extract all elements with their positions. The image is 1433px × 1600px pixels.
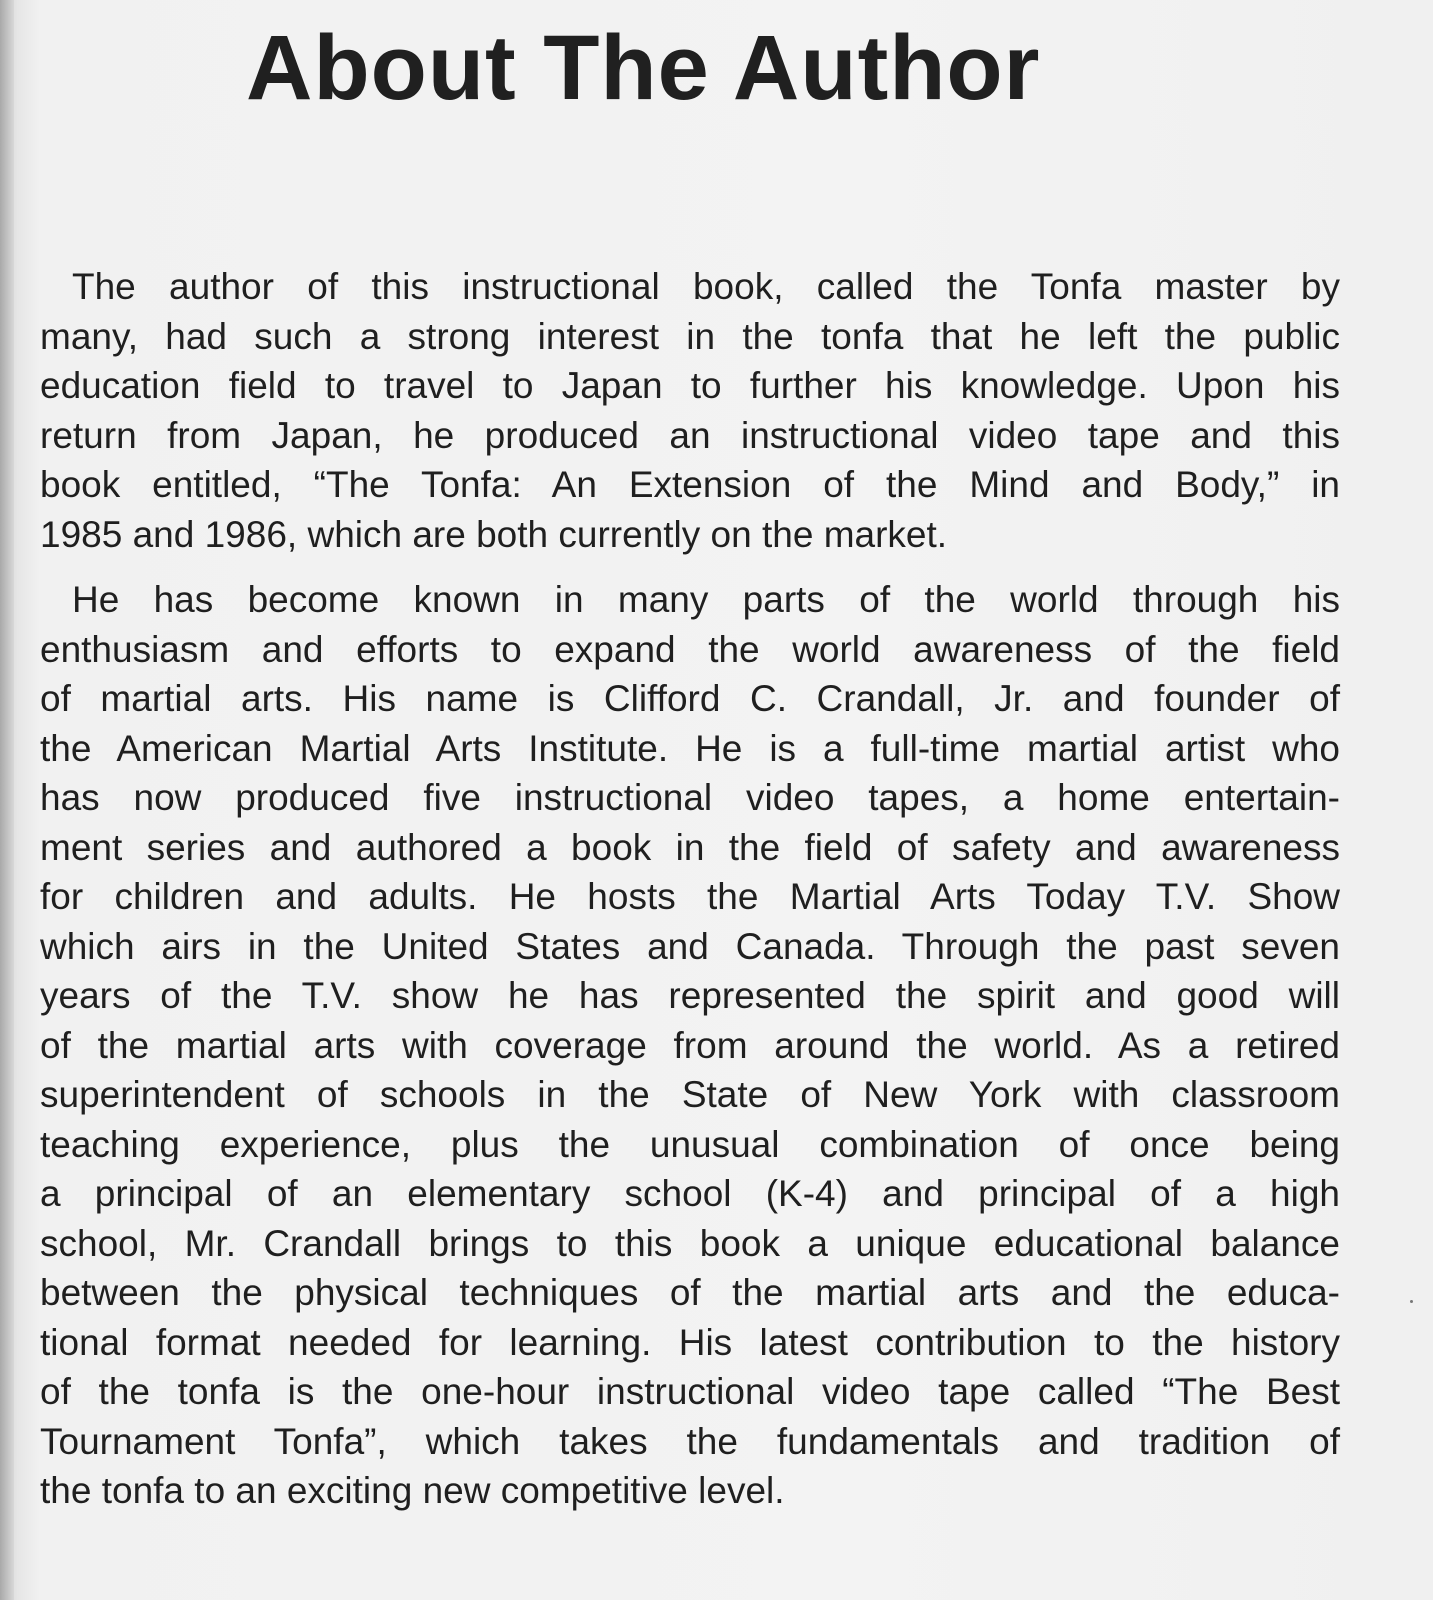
paragraph-line: of martial arts. His name is Clifford C. Crandall, Jr. and founder of bbox=[40, 678, 1340, 719]
paragraph-1 bbox=[40, 262, 1340, 559]
paragraph-line: education field to travel to Japan to further his knowledge. Upon his bbox=[40, 365, 1340, 406]
paragraph-line: has now produced five instructional video tapes, a home entertain- bbox=[40, 777, 1340, 818]
paragraph-line: of the martial arts with coverage from around the world. As a retired bbox=[40, 1024, 1340, 1066]
paragraph-line: between the physical techniques of the martial arts and the educa- bbox=[40, 1272, 1340, 1313]
paragraph-2 bbox=[40, 575, 1340, 1516]
paragraph-line: enthusiasm and efforts to expand the world awareness of the field bbox=[40, 628, 1340, 670]
page-title: About The Author bbox=[246, 17, 1041, 119]
paragraph-line: book entitled, “The Tonfa: An Extension of the Mind and Body,” in bbox=[40, 464, 1340, 505]
paragraph-line: He has become known in many parts of the world through his bbox=[72, 579, 1340, 620]
author-biography bbox=[40, 262, 1340, 1532]
paragraph-line: teaching experience, plus the unusual combination of once being bbox=[40, 1123, 1340, 1165]
paragraph-line: Tournament Tonfa”, which takes the fundamentals and tradition of bbox=[40, 1420, 1340, 1462]
paragraph-line: for children and adults. He hosts the Martial Arts Today T.V. Show bbox=[40, 876, 1340, 917]
paragraph-line: superintendent of schools in the State of New York with classroom bbox=[40, 1074, 1340, 1115]
paragraph-line: 1985 and 1986, which are both currently on the market. bbox=[40, 513, 948, 555]
paragraph-line: the tonfa to an exciting new competitive level. bbox=[40, 1470, 785, 1511]
page-gutter-shadow bbox=[0, 0, 14, 1600]
paragraph-line: The author of this instructional book, called the Tonfa master by bbox=[72, 266, 1340, 307]
paragraph-line: years of the T.V. show he has represented the spirit and good will bbox=[40, 975, 1340, 1016]
paragraph-line: which airs in the United States and Canada. Through the past seven bbox=[40, 925, 1340, 967]
paragraph-line: ment series and authored a book in the field of safety and awareness bbox=[40, 826, 1340, 868]
paragraph-line: many, had such a strong interest in the tonfa that he left the public bbox=[40, 315, 1340, 357]
paragraph-line: school, Mr. Crandall brings to this book a unique educational balance bbox=[40, 1222, 1340, 1264]
paragraph-line: a principal of an elementary school (K-4) and principal of a high bbox=[40, 1173, 1340, 1214]
page-speck bbox=[1410, 1300, 1413, 1303]
paragraph-line: tional format needed for learning. His latest contribution to the history bbox=[40, 1321, 1340, 1363]
paragraph-line: of the tonfa is the one-hour instructional video tape called “The Best bbox=[40, 1371, 1340, 1412]
paragraph-line: return from Japan, he produced an instructional video tape and this bbox=[40, 414, 1340, 456]
paragraph-line: the American Martial Arts Institute. He is a full-time martial artist who bbox=[40, 727, 1340, 769]
